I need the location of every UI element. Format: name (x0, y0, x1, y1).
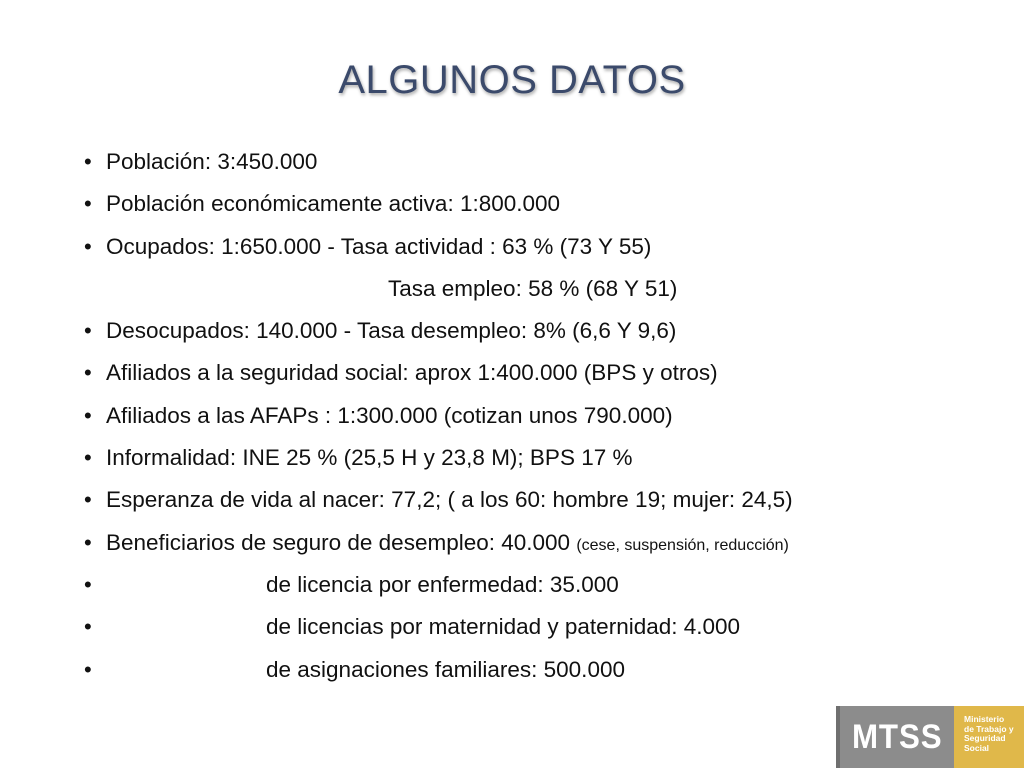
list-item (84, 229, 984, 271)
logo-main-text: MTSS (851, 717, 943, 756)
list-item (84, 440, 984, 482)
list-item (84, 482, 984, 524)
list-item-text: de licencias por maternidad y paternidad: 4.000 (266, 614, 741, 640)
list-item (84, 144, 984, 186)
bullet-icon: • (84, 191, 92, 217)
list-item (84, 525, 984, 567)
bullet-icon: • (84, 360, 92, 386)
list-item-text: Población: 3:450.000 (106, 149, 318, 174)
bullet-icon: • (84, 614, 92, 640)
list-item-text: Población económicamente activa: 1:800.000 (106, 191, 561, 217)
list-item (84, 609, 984, 651)
list-item-text: Afiliados a la seguridad social: aprox 1:400.000 (BPS y otros) (106, 360, 718, 386)
list-item (84, 186, 984, 228)
list-item-text: Ocupados: 1:650.000 - Tasa actividad : 63 % (73 Y 55) (106, 233, 652, 259)
list-item-text: Desocupados: 140.000 - Tasa desempleo: 8% (6,6 Y 9,6) (106, 318, 677, 344)
list-item-text: Informalidad: INE 25 % (25,5 H y 23,8 M); BPS 17 % (106, 445, 633, 471)
list-item-text: Afiliados a las AFAPs : 1:300.000 (cotizan unos 790.000) (106, 402, 673, 428)
mtss-logo (836, 706, 1024, 768)
bullet-icon: • (84, 656, 92, 682)
list-item-text: Esperanza de vida al nacer: 77,2; ( a los 60: hombre 19; mujer: 24,5) (106, 487, 793, 513)
bullet-icon: • (84, 487, 92, 513)
list-item (84, 652, 984, 694)
list-item (84, 398, 984, 440)
bullet-icon: • (84, 149, 92, 174)
slide-title: ALGUNOS DATOS (338, 58, 686, 102)
bullet-icon: • (84, 233, 92, 259)
logo-sub-block (954, 706, 1024, 768)
list-item (84, 313, 984, 355)
list-item-text (106, 525, 789, 564)
list-item (84, 567, 984, 609)
bullet-icon: • (84, 445, 92, 471)
list-item-text: de licencia por enfermedad: 35.000 (266, 571, 619, 597)
bullet-icon: • (84, 529, 92, 555)
bullet-icon: • (84, 571, 92, 597)
bullet-icon: • (84, 402, 92, 428)
list-item-main-text: Beneficiarios de seguro de desempleo: 40.000 (106, 529, 577, 555)
bullet-list (84, 144, 984, 694)
logo-sub-text: Ministerio de Trabajo y Seguridad Social (964, 714, 1014, 753)
list-item-text: Tasa empleo: 58 % (68 Y 51) (388, 275, 678, 301)
bullet-icon: • (84, 318, 92, 344)
list-item (84, 355, 984, 397)
list-item-note: (cese, suspensión, reducción) (576, 536, 789, 554)
logo-main-block (836, 706, 954, 768)
list-item-text: de asignaciones familiares: 500.000 (266, 656, 625, 682)
list-item-continuation (84, 271, 984, 313)
